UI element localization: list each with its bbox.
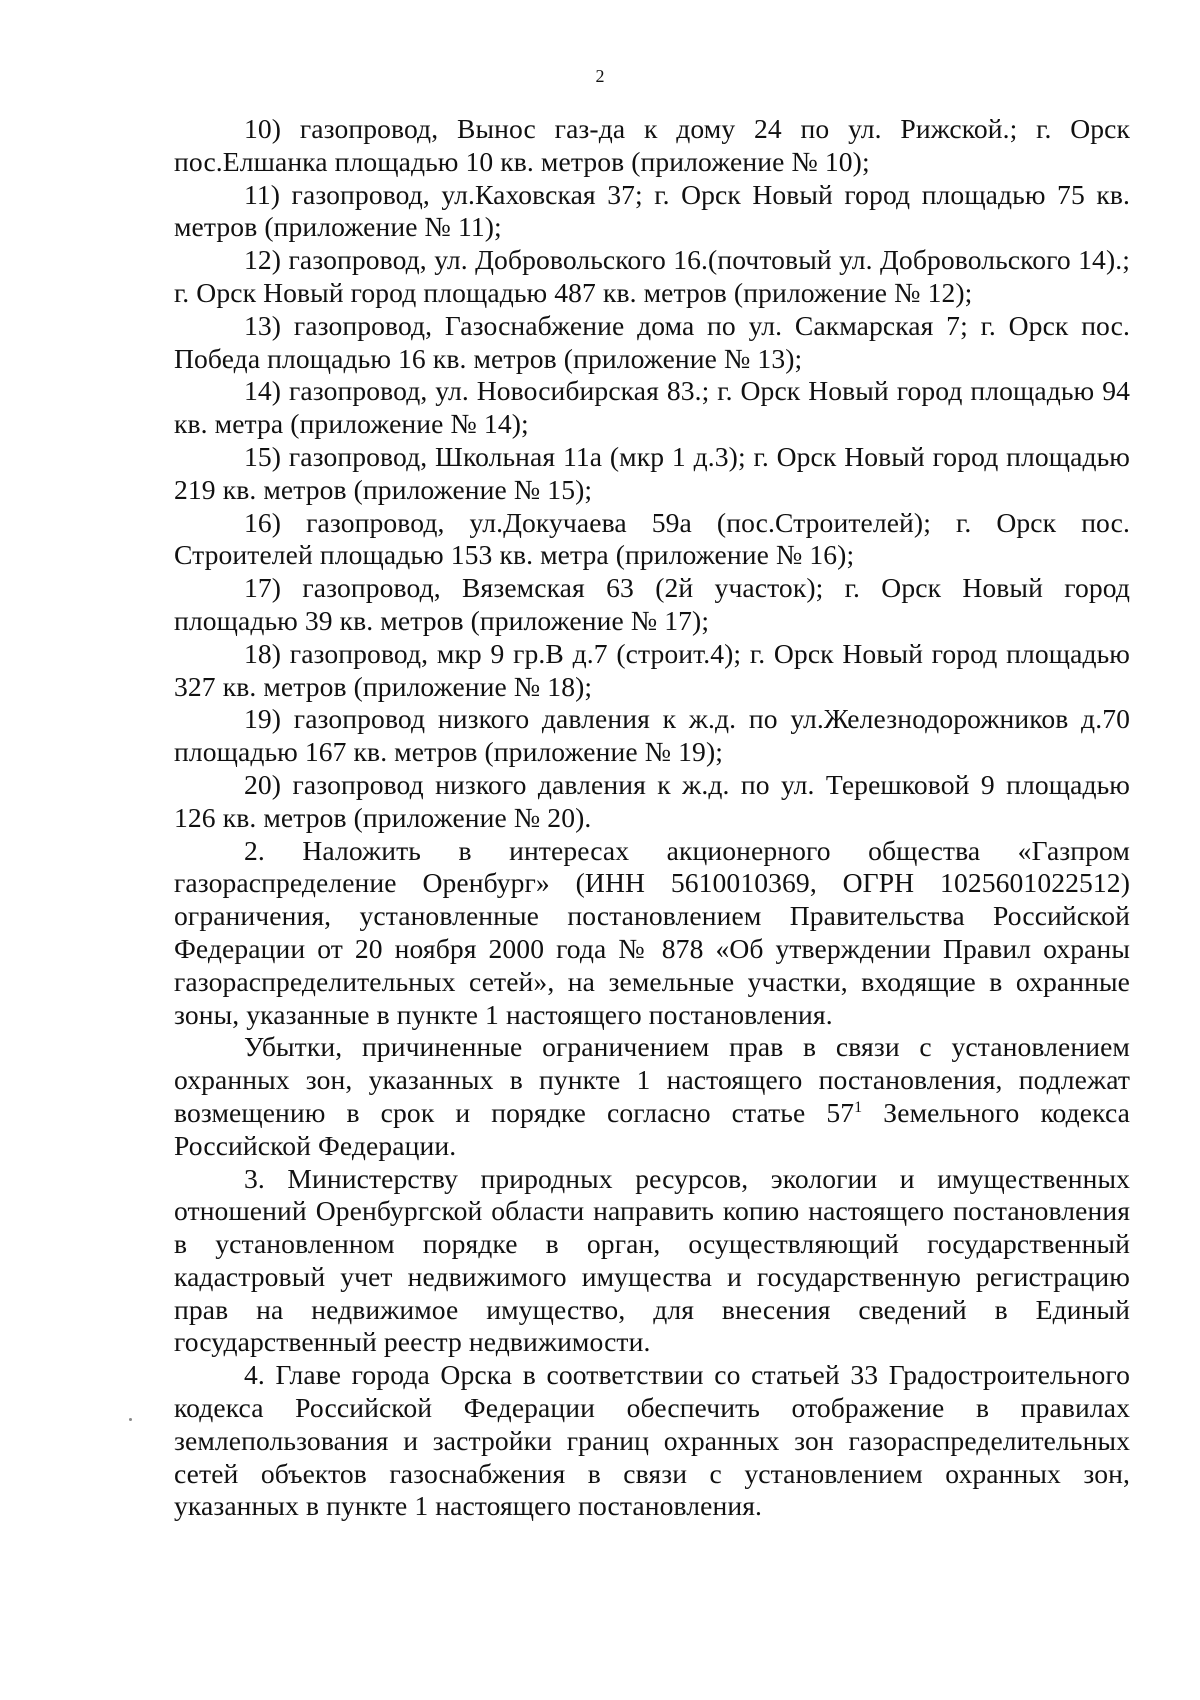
list-item: 13) газопровод, Газоснабжение дома по ул. Сакмарская 7; г. Орск пос. Победа площадью 16 кв. метров (приложение № 13);: [174, 309, 1130, 374]
document-body: [174, 113, 1130, 1523]
list-item: 18) газопровод, мкр 9 гр.В д.7 (строит.4); г. Орск Новый город площадью 327 кв. метров (приложение № 18);: [174, 637, 1130, 702]
list-item: 14) газопровод, ул. Новосибирская 83.; г. Орск Новый город площадью 94 кв. метра (приложение № 14);: [174, 375, 1130, 440]
list-item: 15) газопровод, Школьная 11а (мкр 1 д.3); г. Орск Новый город площадью 219 кв. метров (приложение № 15);: [174, 440, 1130, 505]
list-item: 16) газопровод, ул.Докучаева 59а (пос.Строителей); г. Орск пос. Строителей площадью 153 кв. метра (приложение № 16);: [174, 506, 1130, 571]
article-superscript: 1: [854, 1098, 863, 1116]
losses-text: Убытки, причиненные ограничением прав в связи с установлением охранных зон, указанных в пункте 1 настоящего постановления, подлежат возмещению в срок и порядке согласно статье 57: [174, 1031, 1130, 1128]
list-item: 19) газопровод низкого давления к ж.д. по ул.Железнодорожников д.70 площадью 167 кв. метров (приложение № 19);: [174, 703, 1130, 768]
list-item: 12) газопровод, ул. Добровольского 16.(почтовый ул. Добровольского 14).; г. Орск Новый город площадью 487 кв. метров (приложение № 12);: [174, 244, 1130, 308]
list-item: 11) газопровод, ул.Каховская 37; г. Орск Новый город площадью 75 кв. метров (приложение № 11);: [174, 178, 1130, 243]
list-item: 10) газопровод, Вынос газ-да к дому 24 по ул. Рижской.; г. Орск пос.Елшанка площадью 10 кв. метров (приложение № 10);: [174, 113, 1130, 177]
section-4-paragraph: 4. Главе города Орска в соответствии со статьей 33 Градостроительного кодекса Российской Федерации обеспечить отображение в правилах землепользования и застройки границ охранных зон газораспределительных сетей объектов газоснабжения в связи с установлением охранных зон, указанных в пункте 1 настоящего постановления.: [174, 1359, 1130, 1522]
list-item: 17) газопровод, Вяземская 63 (2й участок); г. Орск Новый город площадью 39 кв. метров (приложение № 17);: [174, 572, 1130, 636]
list-item: 20) газопровод низкого давления к ж.д. по ул. Терешковой 9 площадью 126 кв. метров (приложение № 20).: [174, 768, 1130, 833]
scan-artifact-dot: [129, 1418, 132, 1421]
section-2-paragraph: 2. Наложить в интересах акционерного общества «Газпром газораспределение Оренбург» (ИНН 5610010369, ОГРН 1025601022512) ограничения, установленные постановлением Правительства Российской Федерации от 20 ноября 2000 года № 878 «Об утверждении Правил охраны газораспределительных сетей», на земельные участки, входящие в охранные зоны, указанные в пункте 1 настоящего постановления.: [174, 834, 1130, 1030]
section-3-paragraph: 3. Министерству природных ресурсов, экологии и имущественных отношений Оренбургской области направить копию настоящего постановления в установленном порядке в орган, осуществляющий государственный кадастровый учет недвижимого имущества и государственную регистрацию прав на недвижимое имущество, для внесения сведений в Единый государственный реестр недвижимости.: [174, 1162, 1130, 1358]
page-number: 2: [595, 66, 605, 86]
losses-paragraph: [174, 1031, 1130, 1162]
losses-text-end: Земельного кодекса Российской Федерации.: [174, 1096, 1130, 1161]
